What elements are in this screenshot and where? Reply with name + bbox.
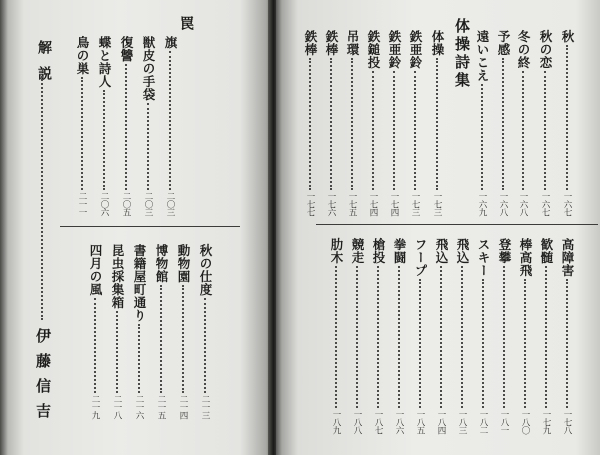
toc-entry-page: 一六七	[540, 192, 550, 216]
toc-entry-leader	[440, 266, 442, 408]
toc-entry-page: 一七七	[305, 192, 315, 216]
toc-entry-page: 二〇三	[165, 192, 175, 216]
toc-entry-leader	[125, 64, 127, 190]
toc-entry	[392, 238, 406, 434]
toc-entry	[408, 30, 422, 216]
left-section-rule	[60, 226, 240, 227]
toc-entry-label: 旗	[163, 36, 178, 49]
toc-entry	[75, 36, 89, 216]
toc-entry-leader	[436, 58, 438, 190]
toc-entry-leader	[393, 71, 395, 190]
toc-entry-label: 棒高飛	[518, 238, 533, 277]
commentary-author: 伊藤信吉	[34, 328, 52, 428]
toc-entry	[88, 244, 102, 419]
toc-entry-label: 獣皮の手袋	[141, 36, 156, 101]
toc-entry	[475, 30, 489, 216]
toc-entry-label: 吊環	[345, 30, 360, 56]
toc-entry-leader	[524, 279, 526, 408]
toc-entry-page: 二〇六	[99, 192, 109, 216]
toc-entry-label: 秋の仕度	[198, 244, 213, 296]
toc-entry-leader	[147, 103, 149, 190]
commentary-label: 解説	[36, 40, 52, 92]
toc-entry	[132, 244, 146, 419]
toc-entry-leader	[503, 266, 505, 408]
toc-entry-page: 二一九	[90, 395, 100, 419]
toc-entry-label: 飛込	[455, 238, 470, 264]
toc-entry-label: 高障害	[560, 238, 575, 277]
toc-entry-label: 動物園	[176, 244, 191, 283]
toc-entry-label: 鉄棒	[324, 30, 339, 56]
toc-entry-leader	[138, 324, 140, 393]
toc-entry-page: 一六八	[518, 192, 528, 216]
toc-entry-page: 二一六	[134, 395, 144, 419]
toc-entry	[538, 30, 552, 216]
toc-entry-leader	[103, 90, 105, 190]
toc-entry-label: 歓髄	[539, 238, 554, 264]
toc-entry	[345, 30, 359, 216]
right-page	[276, 0, 600, 455]
toc-entry-page: 一七八	[562, 410, 572, 434]
toc-entry	[387, 30, 401, 216]
toc-entry-label: 鉄棒	[303, 30, 318, 56]
toc-entry-page: 二一三	[200, 395, 210, 419]
toc-entry-leader	[309, 58, 311, 190]
toc-entry-page: 一八四	[436, 410, 446, 434]
toc-entry-leader	[461, 266, 463, 408]
toc-entry	[371, 238, 385, 434]
toc-entry-page: 一八〇	[520, 410, 530, 434]
toc-entry	[560, 30, 574, 216]
toc-entry-page: 一八六	[394, 410, 404, 434]
toc-entry	[518, 238, 532, 434]
toc-entry-label: 飛込	[434, 238, 449, 264]
toc-entry	[455, 238, 469, 434]
toc-entry-leader	[356, 266, 358, 408]
toc-entry-label: 蝶と詩人	[97, 36, 112, 88]
toc-entry-page: 二〇三	[143, 192, 153, 216]
toc-entry	[430, 30, 444, 216]
toc-entry-label: 予感	[496, 30, 511, 56]
toc-entry-leader	[372, 71, 374, 190]
toc-entry	[198, 244, 212, 419]
toc-entry-leader	[335, 266, 337, 408]
toc-entry-label: 肋木	[329, 238, 344, 264]
toc-entry-page: 二一四	[178, 395, 188, 419]
toc-entry	[476, 238, 490, 434]
toc-entry-page: 二一五	[156, 395, 166, 419]
toc-entry-leader	[419, 279, 421, 408]
toc-entry-label: 鉄鎚投	[366, 30, 381, 69]
toc-entry-page: 一八一	[499, 410, 509, 434]
toc-entry-page: 一六九	[477, 192, 487, 216]
toc-entry-page: 一六八	[498, 192, 508, 216]
toc-entry-page: 一八二	[478, 410, 488, 434]
toc-entry	[176, 244, 190, 419]
toc-entry-page: 二一一	[77, 192, 87, 216]
toc-entry-page: 一七六	[326, 192, 336, 216]
toc-entry-page: 二一八	[112, 395, 122, 419]
toc-entry-leader	[545, 266, 547, 408]
toc-entry-leader	[377, 266, 379, 408]
toc-entry	[497, 238, 511, 434]
toc-entry	[141, 36, 155, 216]
toc-entry	[324, 30, 338, 216]
toc-entry	[329, 238, 343, 434]
toc-entry-label: 拳闘	[392, 238, 407, 264]
toc-entry-page: 一七三	[432, 192, 442, 216]
toc-entry-label: 昆虫採集箱	[110, 244, 125, 309]
toc-entry-leader	[544, 71, 546, 190]
toc-entry-label: 遠いこえ	[475, 30, 490, 82]
toc-entry-label: 冬の終	[516, 30, 531, 69]
toc-entry	[516, 30, 530, 216]
toc-entry-label: 四月の風	[88, 244, 103, 296]
toc-entry-label: 復讐	[119, 36, 134, 62]
toc-entry-page: 一六七	[562, 192, 572, 216]
toc-entry-leader	[204, 298, 206, 393]
toc-entry-leader	[116, 311, 118, 393]
toc-entry-label: 秋	[560, 30, 575, 43]
toc-entry-label: 鉄亜鈴	[408, 30, 423, 69]
toc-entry-leader	[566, 45, 568, 190]
toc-entry	[366, 30, 380, 216]
toc-entry	[496, 30, 510, 216]
toc-entry-label: 秋の恋	[538, 30, 553, 69]
right-section-title: 体操詩集	[453, 18, 471, 90]
toc-entry-leader	[481, 84, 483, 190]
toc-entry-page: 一七四	[368, 192, 378, 216]
toc-entry	[413, 238, 427, 434]
toc-entry-page: 一七三	[410, 192, 420, 216]
toc-entry-leader	[169, 51, 171, 190]
toc-entry	[97, 36, 111, 216]
toc-entry-leader	[330, 58, 332, 190]
toc-entry-label: 鉄亜鈴	[387, 30, 402, 69]
toc-entry-leader	[182, 285, 184, 393]
toc-entry-page: 一八八	[352, 410, 362, 434]
toc-entry	[350, 238, 364, 434]
toc-entry-label: 競走	[350, 238, 365, 264]
toc-entry-page: 二〇五	[121, 192, 131, 216]
toc-entry-label: 書籍屋町通り	[132, 244, 147, 322]
toc-entry-label: 登攀	[497, 238, 512, 264]
toc-entry	[434, 238, 448, 434]
toc-entry	[163, 36, 177, 216]
toc-entry-label: 体操	[430, 30, 445, 56]
commentary-leader	[41, 76, 43, 320]
toc-entry-label: 槍投	[371, 238, 386, 264]
toc-entry-page: 一八九	[331, 410, 341, 434]
toc-entry	[110, 244, 124, 419]
left-page	[0, 0, 272, 455]
toc-entry-leader	[94, 298, 96, 393]
toc-entry-leader	[81, 77, 83, 190]
toc-entry-page: 一八七	[373, 410, 383, 434]
toc-entry-leader	[566, 279, 568, 408]
toc-entry-leader	[522, 71, 524, 190]
right-section-rule	[316, 224, 598, 225]
toc-entry	[154, 244, 168, 419]
toc-entry-leader	[414, 71, 416, 190]
toc-entry-page: 一七四	[389, 192, 399, 216]
toc-entry-page: 一七五	[347, 192, 357, 216]
toc-entry-leader	[482, 279, 484, 408]
toc-entry	[303, 30, 317, 216]
toc-entry-page: 一八五	[415, 410, 425, 434]
toc-entry-leader	[351, 58, 353, 190]
toc-entry	[560, 238, 574, 434]
toc-entry-label: スキー	[476, 238, 491, 277]
toc-entry-leader	[502, 58, 504, 190]
toc-entry-leader	[160, 285, 162, 393]
toc-entry-label: フープ	[413, 238, 428, 277]
toc-entry	[119, 36, 133, 216]
toc-entry	[539, 238, 553, 434]
toc-entry-label: 博物館	[154, 244, 169, 283]
toc-entry-label: 鳥の巣	[75, 36, 90, 75]
toc-entry-page: 一八三	[457, 410, 467, 434]
toc-entry-page: 一七九	[541, 410, 551, 434]
toc-entry-leader	[398, 266, 400, 408]
left-section-title: 罠	[178, 16, 194, 32]
